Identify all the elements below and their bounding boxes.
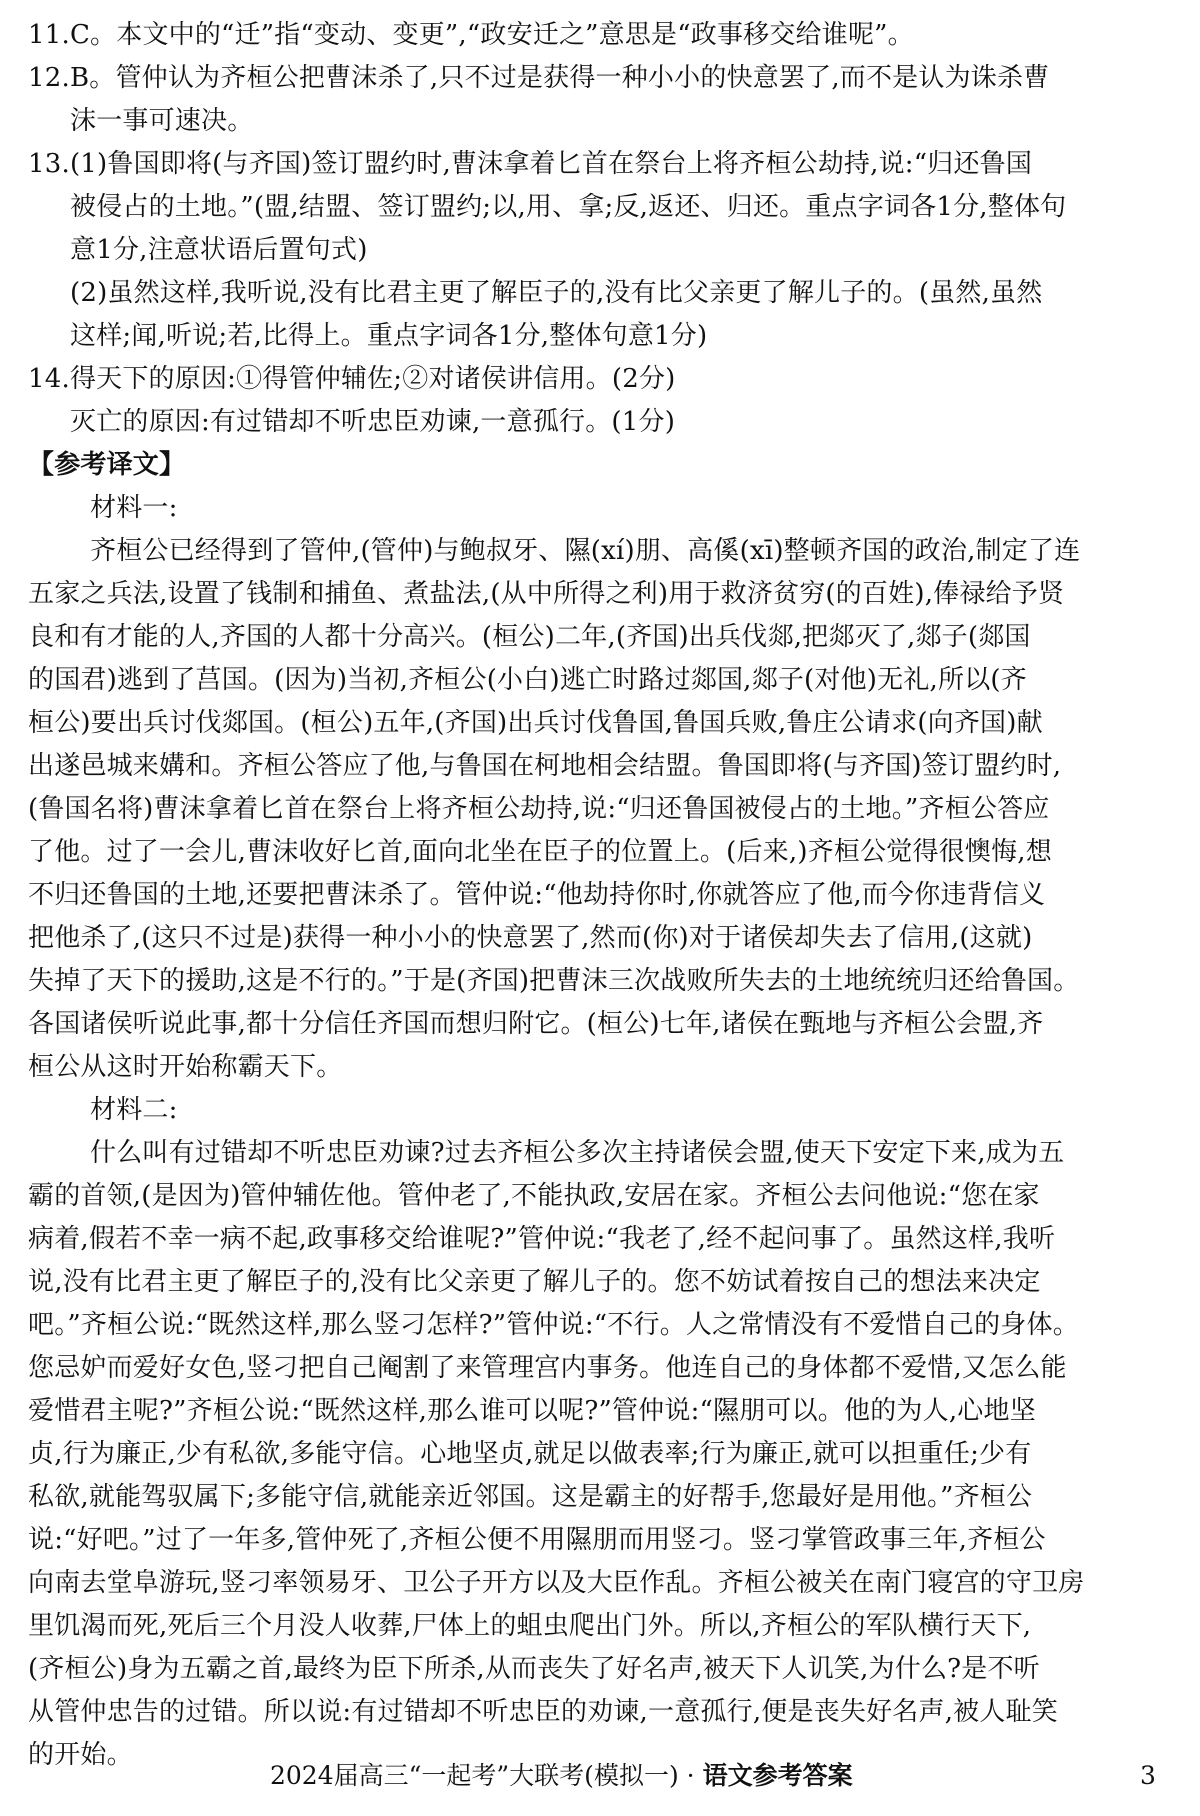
page-footer [0,1756,1200,1796]
translation-heading: 【参考译文】 [28,450,186,480]
footer-title [270,1756,853,1796]
paragraph-line: 把他杀了,(这只不过是)获得一种小小的快意罢了,然而(你)对于诸侯却失去了信用,(这就) [28,923,1033,953]
footer-separator: · [686,1761,695,1790]
paragraph-line: 什么叫有过错却不听忠臣劝谏?过去齐桓公多次主持诸侯会盟,使天下安定下来,成为五 [90,1138,1065,1168]
paragraph-line: 从管仲忠告的过错。所以说:有过错却不听忠臣的劝谏,一意孤行,便是丧失好名声,被人耻笑 [28,1697,1058,1727]
paragraph-line: 桓公从这时开始称霸天下。 [28,1052,343,1082]
paragraph-line: 各国诸侯听说此事,都十分信任齐国而想归附它。(桓公)七年,诸侯在甄地与齐桓公会盟,齐 [28,1009,1044,1039]
paragraph-line: 桓公)要出兵讨伐郯国。(桓公)五年,(齐国)出兵讨伐鲁国,鲁国兵败,鲁庄公请求(向齐国)献 [28,708,1043,738]
answer-line: 被侵占的土地。”(盟,结盟、签订盟约;以,用、拿;反,返还、归还。重点字词各1分,整体句 [70,192,1067,222]
answer-line: 灭亡的原因:有过错却不听忠臣劝谏,一意孤行。(1分) [70,407,676,437]
material-two [28,1089,1178,1777]
paragraph-line: 了他。过了一会儿,曹沫收好匕首,面向北坐在臣子的位置上。(后来,)齐桓公觉得很懊悔,想 [28,837,1052,867]
page-number: 3 [1140,1761,1156,1790]
paragraph-line: 失掉了天下的援助,这是不行的。”于是(齐国)把曹沫三次战败所失去的土地统统归还给鲁国。 [28,966,1080,996]
paragraph-line: 吧。”齐桓公说:“既然这样,那么竖刁怎样?”管仲说:“不行。人之常情没有不爱惜自己的身体。 [28,1310,1079,1340]
paragraph-line: 出遂邑城来媾和。齐桓公答应了他,与鲁国在柯地相会结盟。鲁国即将(与齐国)签订盟约时, [28,751,1062,781]
answer-page [28,14,1178,1777]
answer-line: 13.(1)鲁国即将(与齐国)签订盟约时,曹沫拿着匕首在祭台上将齐桓公劫持,说:“归还鲁国 [28,149,1033,179]
answer-line: 14.得天下的原因:①得管仲辅佐;②对诸侯讲信用。(2分) [28,364,676,394]
paragraph-line: 五家之兵法,设置了钱制和捕鱼、煮盐法,(从中所得之利)用于救济贫穷(的百姓),俸禄给予贤 [28,579,1065,609]
material-label: 材料一: [90,493,178,523]
answer-13 [28,143,1178,358]
answer-11 [28,14,1178,57]
paragraph-line: (齐桓公)身为五霸之首,最终为臣下所杀,从而丧失了好名声,被天下人讥笑,为什么?是不听 [28,1654,1040,1684]
paragraph-line: 爱惜君主呢?”齐桓公说:“既然这样,那么谁可以呢?”管仲说:“隰朋可以。他的为人,心地坚 [28,1396,1036,1426]
paragraph-line: 病着,假若不幸一病不起,政事移交给谁呢?”管仲说:“我老了,经不起问事了。虽然这样,我听 [28,1224,1056,1254]
answer-line: (2)虽然这样,我听说,没有比君主更了解臣子的,没有比父亲更了解儿子的。(虽然,虽然 [70,278,1043,308]
paragraph-line: 说:“好吧。”过了一年多,管仲死了,齐桓公便不用隰朋而用竖刁。竖刁掌管政事三年,齐桓公 [28,1525,1046,1555]
answer-12 [28,57,1178,143]
paragraph-line: 您忌妒而爱好女色,竖刁把自己阉割了来管理宫内事务。他连自己的身体都不爱惜,又怎么能 [28,1353,1067,1383]
paragraph-line: 的开始。 [28,1740,133,1770]
answer-14 [28,358,1178,444]
material-label: 材料二: [90,1095,178,1125]
subject-label: 语文参考答案 [702,1761,853,1790]
answer-line: 12.B。管仲认为齐桓公把曹沫杀了,只不过是获得一种小小的快意罢了,而不是认为诛杀曹 [28,63,1050,93]
answer-line: 沫一事可速决。 [70,106,254,136]
paragraph-line: 贞,行为廉正,少有私欲,多能守信。心地坚贞,就足以做表率;行为廉正,就可以担重任;少有 [28,1439,1032,1469]
paragraph-line: 私欲,就能驾驭属下;多能守信,就能亲近邻国。这是霸主的好帮手,您最好是用他。”齐桓公 [28,1482,1033,1512]
paragraph-line: 齐桓公已经得到了管仲,(管仲)与鲍叔牙、隰(xí)朋、高傒(xī)整顿齐国的政治,制定了连 [90,536,1081,566]
answer-line: 11.C。本文中的“迁”指“变动、变更”,“政安迁之”意思是“政事移交给谁呢”。 [28,20,914,50]
paragraph-line: (鲁国名将)曹沫拿着匕首在祭台上将齐桓公劫持,说:“归还鲁国被侵占的土地。”齐桓公答应 [28,794,1050,824]
paragraph-line: 里饥渴而死,死后三个月没人收葬,尸体上的蛆虫爬出门外。所以,齐桓公的军队横行天下, [28,1611,1032,1641]
exam-title: 2024届高三“一起考”大联考(模拟一) [270,1761,679,1790]
answer-line: 这样;闻,听说;若,比得上。重点字词各1分,整体句意1分) [70,321,708,351]
paragraph-line: 向南去堂阜游玩,竖刁率领易牙、卫公子开方以及大臣作乱。齐桓公被关在南门寝宫的守卫房 [28,1568,1085,1598]
answer-line: 意1分,注意状语后置句式) [70,235,368,265]
material-one [28,487,1178,1089]
paragraph-line: 良和有才能的人,齐国的人都十分高兴。(桓公)二年,(齐国)出兵伐郯,把郯灭了,郯子(郯国 [28,622,1031,652]
paragraph-line: 不归还鲁国的土地,还要把曹沫杀了。管仲说:“他劫持你时,你就答应了他,而今你违背信义 [28,880,1046,910]
paragraph-line: 说,没有比君主更了解臣子的,没有比父亲更了解儿子的。您不妨试着按自己的想法来决定 [28,1267,1041,1297]
paragraph-line: 霸的首领,(是因为)管仲辅佐他。管仲老了,不能执政,安居在家。齐桓公去问他说:“您在家 [28,1181,1040,1211]
paragraph-line: 的国君)逃到了莒国。(因为)当初,齐桓公(小白)逃亡时路过郯国,郯子(对他)无礼,所以(齐 [28,665,1027,695]
